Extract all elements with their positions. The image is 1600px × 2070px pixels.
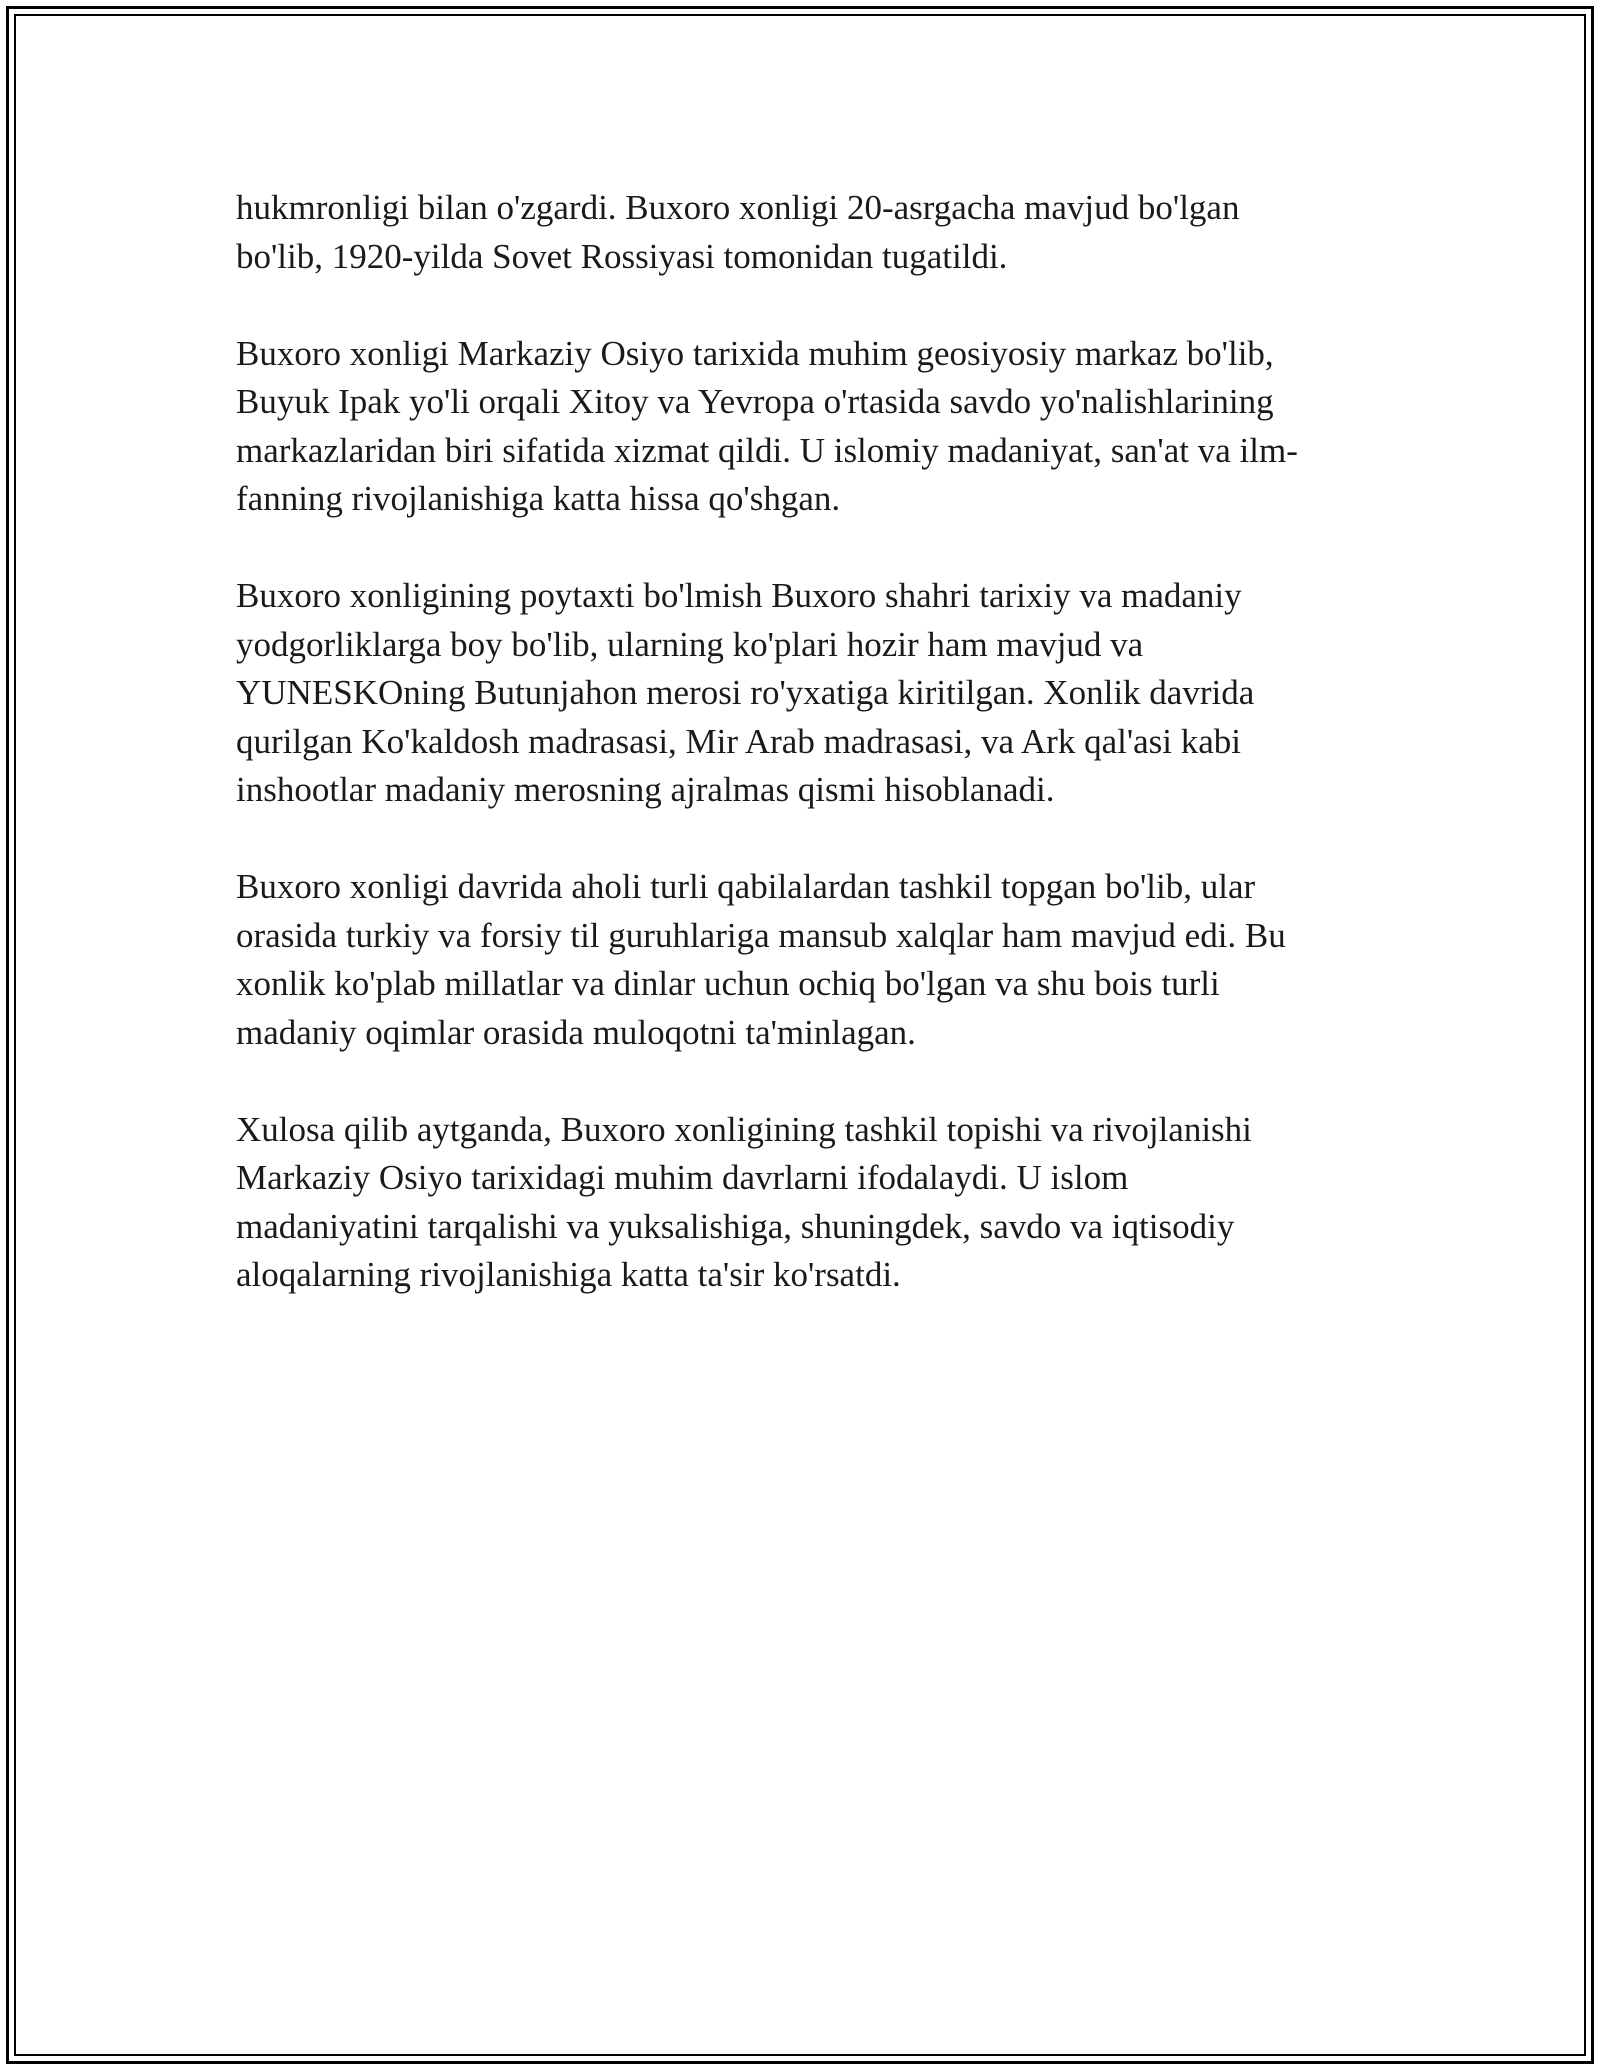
- text-line: markazlaridan biri sifatida xizmat qildi. U islomiy madaniyat, san'at va ilm-: [236, 430, 1298, 470]
- text-line: aloqalarning rivojlanishiga katta ta'sir ko'rsatdi.: [236, 1255, 901, 1294]
- text-line: Buyuk Ipak yo'li orqali Xitoy va Yevropa o'rtasida savdo yo'nalishlarining: [236, 382, 1274, 421]
- text-line: Buxoro xonligi Markaziy Osiyo tarixida muhim geosiyosiy markaz bo'lib,: [236, 333, 1274, 373]
- text-line: orasida turkiy va forsiy til guruhlariga mansub xalqlar ham mavjud edi. Bu: [236, 915, 1286, 955]
- text-line: inshootlar madaniy merosning ajralmas qismi hisoblanadi.: [236, 770, 1055, 809]
- text-line: madaniyatini tarqalishi va yuksalishiga, shuningdek, savdo va iqtisodiy: [236, 1206, 1235, 1246]
- text-line: Markaziy Osiyo tarixidagi muhim davrlarni ifodalaydi. U islom: [236, 1158, 1129, 1197]
- text-line: hukmronligi bilan o'zgardi. Buxoro xonligi 20-asrgacha mavjud bo'lgan: [236, 188, 1240, 227]
- paragraph-1: [236, 184, 1364, 281]
- text-line: bo'lib, 1920-yilda Sovet Rossiyasi tomonidan tugatildi.: [236, 236, 1008, 276]
- text-line: yodgorliklarga boy bo'lib, ularning ko'plari hozir ham mavjud va: [236, 624, 1144, 664]
- text-line: xonlik ko'plab millatlar va dinlar uchun ochiq bo'lgan va shu bois turli: [236, 964, 1220, 1003]
- text-line: Buxoro xonligining poytaxti bo'lmish Buxoro shahri tarixiy va madaniy: [236, 576, 1242, 615]
- text-line: YUNESKOning Butunjahon merosi ro'yxatiga kiritilgan. Xonlik davrida: [236, 673, 1255, 712]
- paragraph-4: [236, 863, 1364, 1057]
- paragraph-5: [236, 1106, 1364, 1300]
- document-body: [236, 184, 1364, 1348]
- text-line: fanning rivojlanishiga katta hissa qo'shgan.: [236, 479, 841, 518]
- text-line: Buxoro xonligi davrida aholi turli qabilalardan tashkil topgan bo'lib, ular: [236, 867, 1256, 906]
- paragraph-3: [236, 572, 1364, 815]
- text-line: madaniy oqimlar orasida muloqotni ta'minlagan.: [236, 1012, 916, 1052]
- paragraph-2: [236, 330, 1364, 524]
- text-line: Xulosa qilib aytganda, Buxoro xonligining tashkil topishi va rivojlanishi: [236, 1109, 1252, 1149]
- text-line: qurilgan Ko'kaldosh madrasasi, Mir Arab madrasasi, va Ark qal'asi kabi: [236, 721, 1242, 761]
